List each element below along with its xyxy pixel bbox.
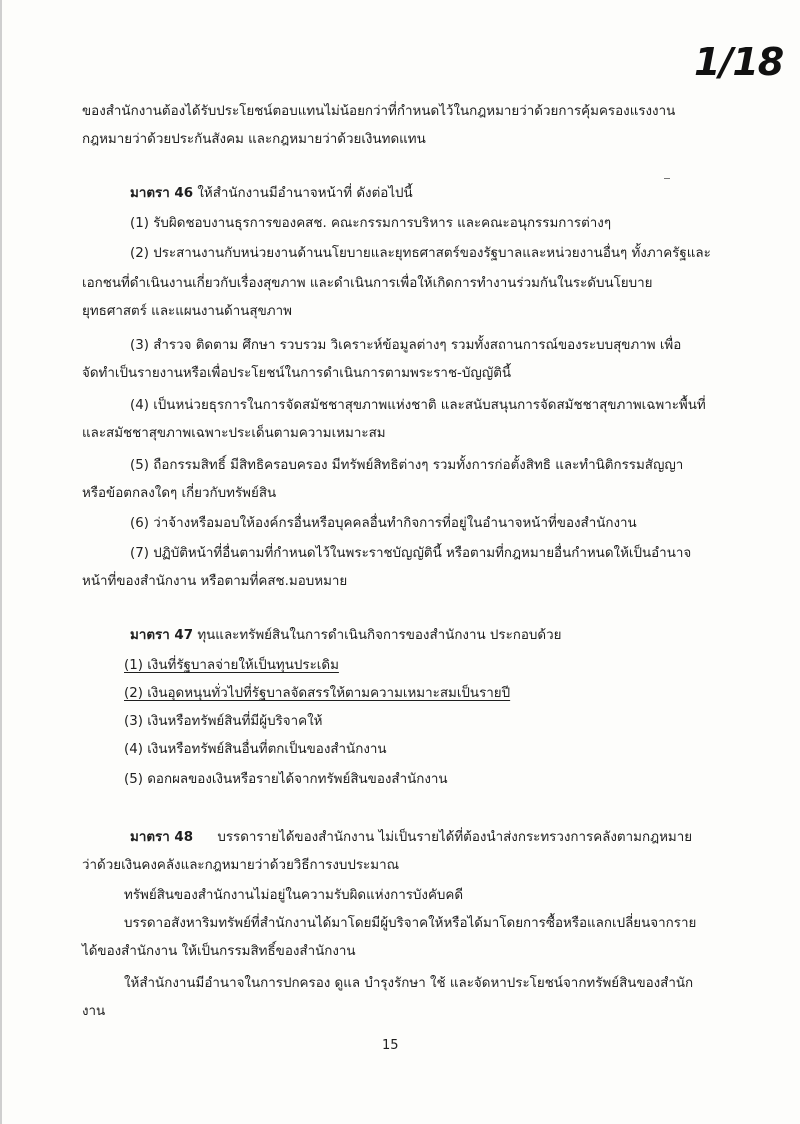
- section-46-heading-text: ให้สำนักงานมีอำนาจหน้าที่ ดังต่อไปนี้: [197, 186, 413, 201]
- section-47-heading-text: ทุนและทรัพย์สินในการดำเนินกิจการของสำนักงาน ประกอบด้วย: [197, 628, 562, 643]
- section-46-line: ยุทธศาสตร์ และแผนงานด้านสุขภาพ: [82, 304, 292, 319]
- section-46-heading: มาตรา 46: [130, 186, 194, 201]
- page-number: 15: [382, 1038, 399, 1053]
- section-48-line: งาน: [82, 1004, 106, 1019]
- section-48-line: ได้ของสำนักงาน ให้เป็นกรรมสิทธิ์ของสำนักงาน: [82, 944, 356, 959]
- section-48-line: ให้สำนักงานมีอำนาจในการปกครอง ดูแล บำรุงรักษา ใช้ และจัดหาประโยชน์จากทรัพย์สินของสำนัก: [124, 976, 694, 991]
- section-46-line: เอกชนที่ดำเนินงานเกี่ยวกับเรื่องสุขภาพ และดำเนินการเพื่อให้เกิดการทำงานร่วมกันในระดับนโยบาย: [82, 276, 653, 291]
- section-46-line: (4) เป็นหน่วยธุรการในการจัดสมัชชาสุขภาพแห่งชาติ และสนับสนุนการจัดสมัชชาสุขภาพเฉพาะพื้นที่: [130, 398, 706, 413]
- section-48-heading-text: บรรดารายได้ของสำนักงาน ไม่เป็นรายได้ที่ต้องนำส่งกระทรวงการคลังตามกฎหมาย: [217, 830, 693, 845]
- section-46-line: (7) ปฏิบัติหน้าที่อื่นตามที่กำหนดไว้ในพระราชบัญญัตินี้ หรือตามที่กฎหมายอื่นกำหนดให้เป็นอำนาจ: [130, 546, 692, 561]
- handwritten-page-code: 1/18: [694, 40, 784, 84]
- section-46-line: (1) รับผิดชอบงานธุรการของคสช. คณะกรรมการบริหาร และคณะอนุกรรมการต่างๆ: [130, 216, 612, 231]
- section-46-line: (6) ว่าจ้างหรือมอบให้องค์กรอื่นหรือบุคคลอื่นทำกิจการที่อยู่ในอำนาจหน้าที่ของสำนักงาน: [130, 516, 637, 531]
- scan-edge: [0, 0, 2, 1124]
- section-47-item: (2) เงินอุดหนุนทั่วไปที่รัฐบาลจัดสรรให้ตามความเหมาะสมเป็นรายปี: [124, 686, 511, 701]
- continuation-line-2: กฎหมายว่าด้วยประกันสังคม และกฎหมายว่าด้วยเงินทดแทน: [82, 132, 426, 147]
- section-46-line: หรือข้อตกลงใดๆ เกี่ยวกับทรัพย์สิน: [82, 486, 277, 501]
- scan-mark: [664, 178, 670, 179]
- section-46-line: จัดทำเป็นรายงานหรือเพื่อประโยชน์ในการดำเนินการตามพระราช-บัญญัตินี้: [82, 366, 512, 381]
- section-47-item: (1) เงินที่รัฐบาลจ่ายให้เป็นทุนประเดิม: [124, 658, 339, 673]
- section-46-line: (2) ประสานงานกับหน่วยงานด้านนโยบายและยุทธศาสตร์ของรัฐบาลและหน่วยงานอื่นๆ ทั้งภาครัฐและ: [130, 246, 711, 261]
- section-47-heading: มาตรา 47: [130, 628, 194, 643]
- section-47-item: (3) เงินหรือทรัพย์สินที่มีผู้บริจาคให้: [124, 714, 323, 729]
- section-48-line: บรรดาอสังหาริมทรัพย์ที่สำนักงานได้มาโดยมีผู้บริจาคให้หรือได้มาโดยการซื้อหรือแลกเปลี่ยนจากราย: [124, 916, 697, 931]
- section-46-line: หน้าที่ของสำนักงาน หรือตามที่คสช.มอบหมาย: [82, 574, 348, 589]
- section-48-line: ว่าด้วยเงินคงคลังและกฎหมายว่าด้วยวิธีการงบประมาณ: [82, 858, 400, 873]
- section-48-heading-line: [130, 828, 692, 848]
- section-48-heading: มาตรา 48: [130, 830, 194, 845]
- section-46-line: (5) ถือกรรมสิทธิ์ มีสิทธิครอบครอง มีทรัพย์สิทธิต่างๆ รวมทั้งการก่อตั้งสิทธิ และทำนิติกรรมสัญญา: [130, 458, 684, 473]
- section-47-item: (4) เงินหรือทรัพย์สินอื่นที่ตกเป็นของสำนักงาน: [124, 742, 387, 757]
- section-46-line: และสมัชชาสุขภาพเฉพาะประเด็นตามความเหมาะสม: [82, 426, 386, 441]
- section-46-line: (3) สำรวจ ติดตาม ศึกษา รวบรวม วิเคราะห์ข้อมูลต่างๆ รวมทั้งสถานการณ์ของระบบสุขภาพ เพื่อ: [130, 338, 682, 353]
- section-46-heading-line: [130, 184, 413, 204]
- section-48-line: ทรัพย์สินของสำนักงานไม่อยู่ในความรับผิดแห่งการบังคับคดี: [124, 888, 464, 903]
- section-47-heading-line: [130, 626, 562, 646]
- continuation-line-1: ของสำนักงานต้องได้รับประโยชน์ตอบแทนไม่น้อยกว่าที่กำหนดไว้ในกฎหมายว่าด้วยการคุ้มครองแรงงาน: [82, 104, 676, 119]
- section-47-item: (5) ดอกผลของเงินหรือรายได้จากทรัพย์สินของสำนักงาน: [124, 772, 448, 787]
